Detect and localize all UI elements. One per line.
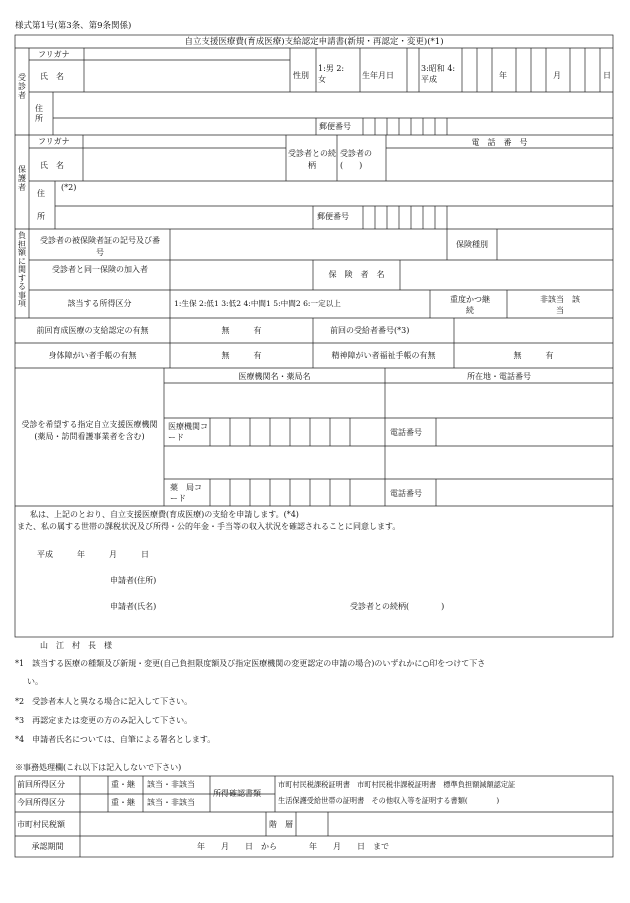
institution-section-label: 受診を希望する指定自立支援医療機関(薬局・訪問看護事業者を含む) bbox=[21, 420, 158, 441]
form-title: 自立支援医療費(育成医療)支給認定申請書(新規・再認定・変更)(*1) bbox=[184, 37, 444, 47]
same-insurance-label: 受診者と同一保険の加入者 bbox=[52, 265, 148, 274]
curr-applicable-label: 該当・非該当 bbox=[147, 798, 195, 807]
tier-label: 階 層 bbox=[269, 820, 293, 829]
office-header: ※事務処理欄(これ以下は記入しないで下さい) bbox=[15, 763, 182, 772]
pharmacy-code-label: 薬 局コード bbox=[170, 483, 202, 503]
patient-address-label: 住所 bbox=[35, 104, 43, 123]
insurer-name-label: 保 険 者 名 bbox=[328, 270, 385, 279]
note-4: *4 申請者氏名については、自筆による署名とします。 bbox=[15, 735, 216, 744]
institution-phone-label: 電話番号 bbox=[390, 428, 422, 437]
medical-code-label: 医療機関コード bbox=[168, 422, 208, 442]
addressee: 山 江 村 長 様 bbox=[40, 641, 112, 650]
guardian-section-label: 保護者 bbox=[18, 165, 26, 192]
pharmacy-phone-label: 電話番号 bbox=[390, 489, 422, 498]
form-number: 様式第1号(第3条、第9条関係) bbox=[15, 21, 132, 31]
mental-book-label: 精神障がい者福祉手帳の有無 bbox=[331, 351, 436, 360]
guardian-address-char1: 住 bbox=[37, 189, 45, 198]
income-doc-line1: 市町村民税課税証明書 市町村民税非課税証明書 標準負担額減額認定証 bbox=[278, 780, 516, 789]
guardian-furigana-label: フリガナ bbox=[38, 137, 70, 146]
institution-address-header: 所在地・電話番号 bbox=[467, 372, 531, 381]
burden-section-label: 負担額に関する事項 bbox=[18, 231, 26, 308]
patient-name-input[interactable] bbox=[85, 61, 289, 91]
institution-name-input[interactable] bbox=[165, 384, 384, 417]
applicable-options[interactable]: 非該当 該 当 bbox=[540, 295, 588, 315]
income-class-label: 該当する所得区分 bbox=[67, 299, 132, 308]
guardian-postal-label: 郵便番号 bbox=[317, 212, 349, 221]
income-doc-line2: 生活保護受給世帯の証明書 その他収入等を証明する書類( ) bbox=[278, 796, 500, 805]
severe-continuing-label[interactable]: 重度かつ継続 bbox=[450, 295, 490, 315]
patient-section-label: 受診者 bbox=[18, 73, 26, 100]
prior-number-input[interactable] bbox=[455, 319, 612, 342]
income-class-options[interactable]: 1:生保 2:低1 3:低2 4:中間1 5:中間2 6:一定以上 bbox=[174, 299, 341, 308]
prior-cert-options[interactable]: 無 有 bbox=[221, 326, 262, 335]
guardian-name-label: 氏 名 bbox=[40, 161, 64, 170]
note-2: *2 受診者本人と異なる場合に記入して下さい。 bbox=[15, 697, 193, 706]
income-doc-label: 所得確認書類 bbox=[213, 789, 261, 798]
insured-symbol-label: 受診者の被保険者証の記号及び番号 bbox=[40, 236, 160, 257]
guardian-address-input[interactable] bbox=[56, 182, 612, 205]
mental-book-options[interactable]: 無 有 bbox=[513, 351, 554, 360]
guardian-name-input[interactable] bbox=[84, 149, 285, 180]
insured-symbol-input[interactable] bbox=[171, 230, 446, 259]
note-1: *1 該当する医療の種類及び新規・変更(自己負担限度額及び指定医療機関の変更認定の申請の場合)のいずれかに○印をつけて下さ bbox=[15, 659, 486, 668]
approval-period-value: 年 月 日 から 年 月 日 まで bbox=[197, 842, 389, 851]
municipal-tax-label: 市町村民税額 bbox=[17, 820, 65, 829]
declaration-line1: 私は、上記のとおり、自立支援医療費(育成医療)の支給を申請します。(*4) bbox=[30, 510, 299, 519]
guardian-address-char2: 所 bbox=[37, 212, 45, 221]
applicant-relation-label: 受診者との続柄( ) bbox=[350, 602, 445, 611]
prev-income-label: 前回所得区分 bbox=[17, 780, 65, 789]
guardian-relation-label: 受診者との続柄 bbox=[288, 149, 336, 170]
month-label: 月 bbox=[553, 71, 561, 80]
gender-options[interactable]: 1:男 2:女 bbox=[318, 64, 345, 84]
prev-heavy-label: 重・継 bbox=[111, 780, 135, 789]
applicant-name-label: 申請者(氏名) bbox=[110, 602, 157, 611]
guardian-relation-input[interactable]: 受診者の ( ) bbox=[340, 149, 372, 170]
curr-income-label: 今回所得区分 bbox=[17, 798, 65, 807]
year-label: 年 bbox=[499, 71, 507, 80]
guardian-phone-label: 電 話 番 号 bbox=[471, 138, 528, 147]
patient-name-label: 氏 名 bbox=[40, 72, 64, 81]
curr-heavy-label: 重・継 bbox=[111, 798, 135, 807]
gender-label: 性別 bbox=[293, 71, 309, 80]
guardian-note-2: (*2) bbox=[61, 183, 77, 192]
disability-book-options[interactable]: 無 有 bbox=[221, 351, 262, 360]
patient-address-input[interactable] bbox=[54, 93, 612, 117]
institution-name-header: 医療機関名・薬局名 bbox=[238, 372, 311, 381]
patient-postal-label: 郵便番号 bbox=[319, 122, 351, 131]
insurance-type-label: 保険種別 bbox=[456, 240, 488, 249]
prior-number-label: 前回の受給者番号(*3) bbox=[330, 326, 410, 335]
note-3: *3 再認定または変更の方のみ記入して下さい。 bbox=[15, 716, 193, 725]
patient-furigana-label: フリガナ bbox=[38, 50, 70, 59]
note-1-continued: い。 bbox=[27, 677, 43, 686]
declaration-date[interactable]: 平成 年 月 日 bbox=[37, 550, 149, 559]
declaration-line2: また、私の属する世帯の課税状況及び所得・公的年金・手当等の収入状況を確認されることに同意します。 bbox=[17, 522, 401, 531]
disability-book-label: 身体障がい者手帳の有無 bbox=[48, 351, 137, 360]
prev-applicable-label: 該当・非該当 bbox=[147, 780, 195, 789]
birthdate-label: 生年月日 bbox=[362, 71, 394, 80]
era-options[interactable]: 3:昭和 4:平成 bbox=[421, 64, 456, 84]
applicant-address-label: 申請者(住所) bbox=[110, 576, 157, 585]
approval-period-label: 承認期間 bbox=[31, 842, 64, 851]
day-label: 日 bbox=[603, 71, 611, 80]
prior-cert-label: 前回育成医療の支給認定の有無 bbox=[36, 326, 149, 335]
